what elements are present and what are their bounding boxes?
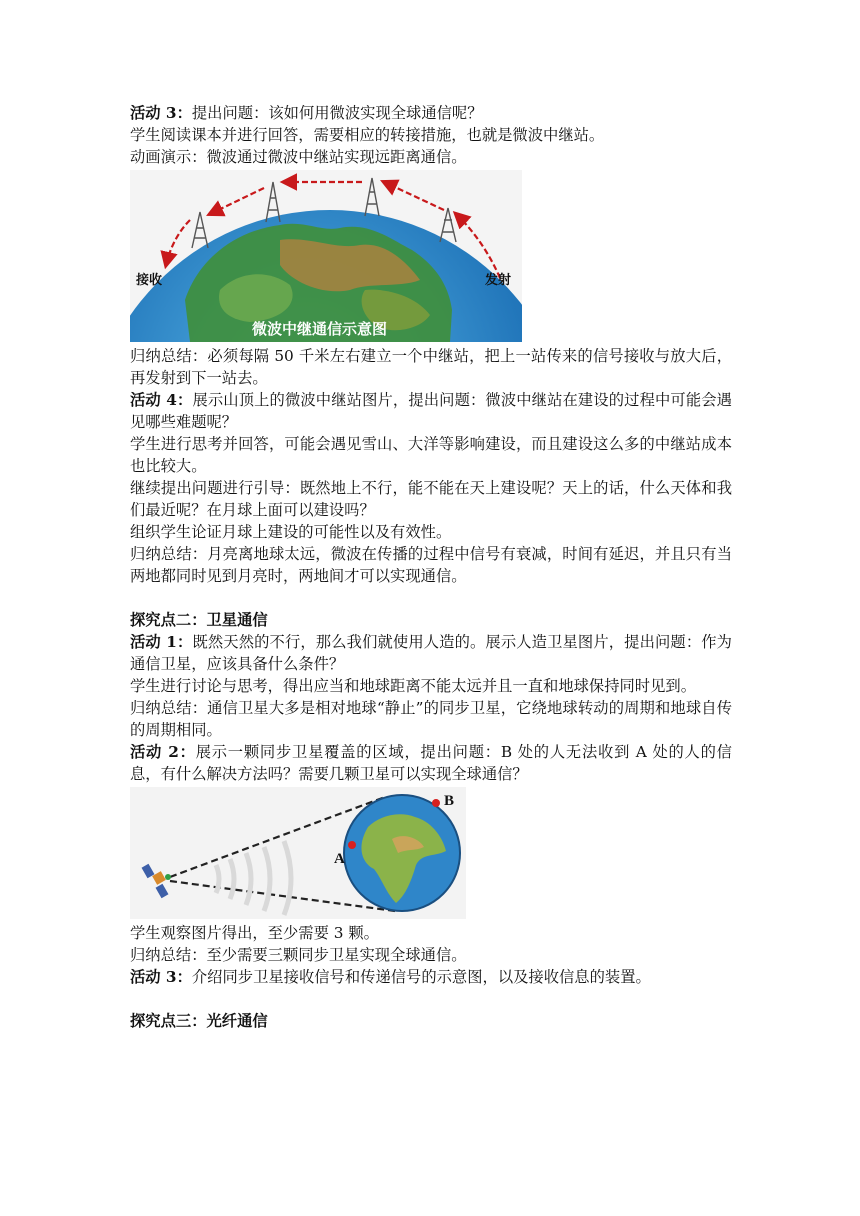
section-heading: 探究点三：光纤通信	[130, 1012, 268, 1030]
paragraph: 活动 3：提出问题：该如何用微波实现全球通信呢？	[130, 104, 483, 122]
paragraph: 学生进行讨论与思考，得出应当和地球距离不能太远并且一直和地球保持同时见到。	[130, 677, 696, 695]
figure-caption: 微波中继通信示意图	[252, 320, 388, 338]
label-a: A	[334, 851, 345, 867]
section-heading: 探究点二：卫星通信	[130, 611, 268, 629]
paragraph: 归纳总结：必须每隔 50 千米左右建立一个中继站，把上一站传来的信号接收与放大后，再发射到下一站去。	[130, 347, 732, 387]
paragraph: 继续提出问题进行引导：既然地上不行，能不能在天上建设呢？天上的话，什么天体和我们最近呢？在月球上面可以建设吗？	[130, 479, 732, 519]
paragraph: 动画演示：微波通过微波中继站实现远距离通信。	[130, 148, 467, 166]
paragraph: 学生观察图片得出，至少需要 3 颗。	[130, 924, 379, 942]
paragraph: 归纳总结：通信卫星大多是相对地球“静止”的同步卫星，它绕地球转动的周期和地球自传的周期相同。	[130, 699, 732, 739]
label-b: B	[444, 793, 455, 809]
paragraph: 学生进行思考并回答，可能会遇见雪山、大洋等影响建设，而且建设这么多的中继站成本也比较大。	[130, 435, 732, 475]
point-a	[348, 841, 356, 849]
paragraph: 活动 2：展示一颗同步卫星覆盖的区域，提出问题：B 处的人无法收到 A 处的人的信息，有什么解决方法吗？需要几颗卫星可以实现全球通信？	[130, 743, 732, 783]
send-label: 发射	[485, 273, 512, 288]
paragraph: 学生阅读课本并进行回答，需要相应的转接措施，也就是微波中继站。	[130, 126, 605, 144]
microwave-relay-figure	[130, 170, 522, 342]
paragraph: 活动 4：展示山顶上的微波中继站图片，提出问题：微波中继站在建设的过程中可能会遇见哪些难题呢？	[130, 391, 732, 431]
paragraph: 归纳总结：月亮离地球太远，微波在传播的过程中信号有衰减，时间有延迟，并且只有当两地都同时见到月亮时，两地间才可以实现通信。	[130, 545, 732, 585]
paragraph: 活动 1：既然天然的不行，那么我们就使用人造的。展示人造卫星图片，提出问题：作为通信卫星，应该具备什么条件？	[130, 633, 732, 673]
paragraph: 组织学生论证月球上建设的可能性以及有效性。	[130, 523, 452, 541]
receive-label: 接收	[136, 273, 163, 288]
paragraph: 归纳总结：至少需要三颗同步卫星实现全球通信。	[130, 946, 467, 964]
paragraph: 活动 3：介绍同步卫星接收信号和传递信号的示意图，以及接收信息的装置。	[130, 968, 651, 986]
satellite-coverage-figure	[130, 787, 466, 919]
point-b	[432, 799, 440, 807]
document-page	[130, 102, 732, 1032]
